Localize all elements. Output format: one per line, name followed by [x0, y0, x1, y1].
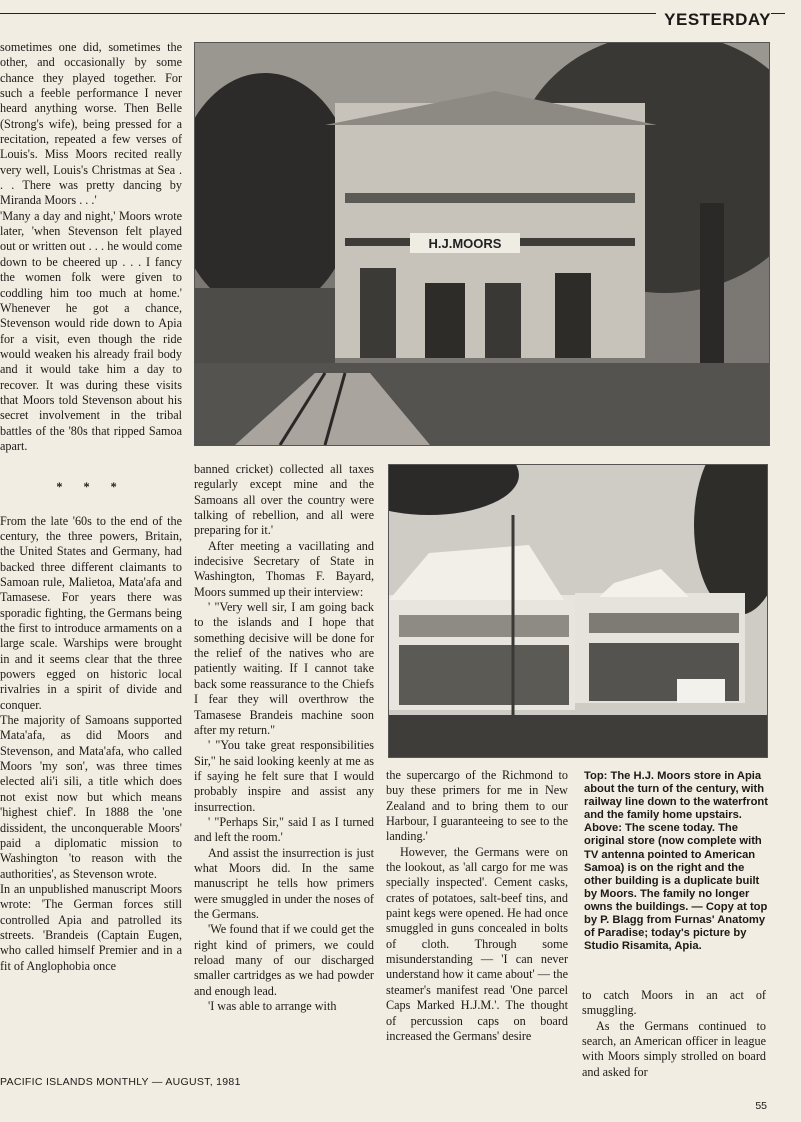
article-column-1: [0, 40, 182, 1080]
paragraph: In an unpublished manuscript Moors wrote: 'The German forces still controlled Apia and patrolled its streets. 'Brandeis (Captain Eugen, who called himself Premier and in a fit of Anglophobia once: [0, 881, 182, 973]
paragraph: As the Germans continued to search, an American officer in league with Moors simply strolled on board and asked for: [582, 1018, 766, 1079]
paragraph: The majority of Samoans supported Mata'afa, as did Moors and Stevenson, and Mata'afa, who called Moors 'my son', was three times elected ali'i sili, a title which does not exist now but which means 'highest chief'. In 1888 the 'one dissident, the unconquerable Moors' paid a diplomatic mission to Washington 'to reason with the authorities', as Stevenson wrote.: [0, 713, 182, 881]
paragraph: 'I was able to arrange with: [208, 999, 337, 1014]
paragraph: 'Many a day and night,' Moors wrote later, 'when Stevenson felt played out or written out . . . he would come down to be cheered up . . . I fancy the women folk were given to coddling him too much at home.' Whenever he got a chance, Stevenson would ride down to Apia for a visit, even though the ride would weaken his already frail body and it would take him a day to recover. It was during these visits that Moors told Stevenson about his secret involvement in the tribal battles of the '80s that ripped Samoa apart.: [0, 208, 182, 453]
paragraph: sometimes one did, sometimes the other, and occasionally by some chance they played together. For such a feeble performance I never heard anything worse. Then Belle (Strong's wife), being pressed for a recitation, repeated a few verses of Louis's. Miss Moors recited really very well, Louis's Christmas at Sea . . . There was pretty dancing by Miranda Moors . . .': [0, 40, 182, 208]
paragraph: However, the Germans were on the lookout, as 'all cargo for me was specially inspected'. Cement casks, crates of potatoes, salt-beef tins, and paint kegs were opened. He had once smuggled in guns concealed in bolts of cloth. Through some misunderstanding — 'I can never understand how it came about' — the steamer's manifest read 'One parcel Caps Marked H.J.M.'. The thought of percussion caps on board increased the Germans' desire: [386, 844, 568, 1043]
section-separator: * * *: [56, 480, 126, 495]
photo-moors-store-historic: [194, 42, 770, 446]
paragraph: the supercargo of the Richmond to buy these primers for me in New Zealand and to bring them to our Harbour, I guaranteeing to see to the landing.': [386, 768, 568, 844]
paragraph: ' "You take great responsibilities Sir," he said looking keenly at me as if saying he felt sure that I would probably inspire and assist any insurrection.: [194, 738, 374, 814]
article-column-3: [386, 768, 568, 1088]
page-number: 55: [755, 1100, 767, 1112]
paragraph: 'We found that if we could get the right kind of primers, we could reload many of our discharged smaller cartridges as we had powder and enough lead.: [194, 922, 374, 998]
paragraph: And assist the insurrection is just what Moors did. In the same manuscript he tells how primers were smuggled in under the noses of the Germans.: [194, 845, 374, 921]
paragraph: ' "Very well sir, I am going back to the islands and I hope that something decisive will be done for the relief of the natives who are patiently waiting. If I cannot take back some reassurance to the Chiefs I fear they will overthrow the Tamasese Brandeis machine soon after my return.": [194, 600, 374, 737]
section-title: YESTERDAY: [656, 10, 771, 30]
paragraph: From the late '60s to the end of the century, the three powers, Britain, the United States and Germany, had backed three different claimants to Samoan rule, Malietoa, Mata'afa and Tamasese. For years there was sporadic fighting, the Germans being the first to introduce armaments on a large scale. Warships were brought in and it seems clear that the three powers egged on historic local rivalries in a spirit of divide and conquer.: [0, 513, 182, 712]
paragraph: banned cricket) collected all taxes regularly except mine and the Samoans all over the country were talking of rebellion, and all were preparing for it.': [194, 462, 374, 538]
article-column-4: [582, 988, 766, 1088]
photo-moors-store-today: [388, 464, 768, 758]
paragraph: ' "Perhaps Sir," said I as I turned and left the room.': [194, 814, 374, 845]
paragraph: After meeting a vacillating and indecisive Secretary of State in Washington, Thomas F. Bayard, Moors summed up their interview:: [194, 538, 374, 599]
photo-caption: Top: The H.J. Moors store in Apia about the turn of the century, with railway line down to the waterfront and the family home upstairs. Above: The scene today. The original store (now complete with TV antenna pointed to American Samoa) is on the right and the other building is a duplicate built by Moors. The family no longer owns the buildings. — Copy at top by P. Blagg from Furnas' Anatomy of Paradise; today's picture by Studio Risamita, Apia.: [584, 770, 768, 953]
store-sign-text: H.J.MOORS: [428, 236, 502, 251]
footer-publication: PACIFIC ISLANDS MONTHLY — AUGUST, 1981: [0, 1076, 241, 1088]
paragraph: to catch Moors in an act of smuggling.: [582, 988, 766, 1018]
article-column-2: [194, 462, 374, 1082]
